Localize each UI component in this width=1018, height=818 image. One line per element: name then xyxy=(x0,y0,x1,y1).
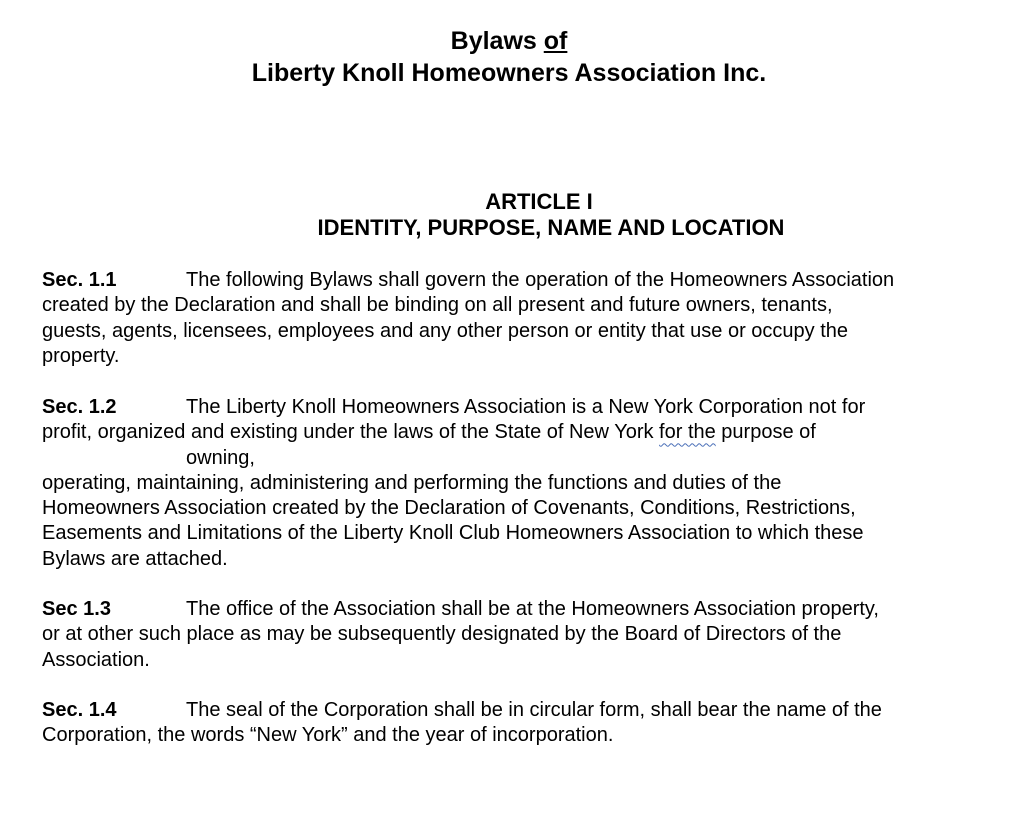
section-label: Sec. 1.1 xyxy=(42,269,117,291)
section-1-2 xyxy=(42,395,977,572)
section-line xyxy=(42,698,977,723)
section-1-3 xyxy=(42,597,977,673)
title-underlined-word: of xyxy=(543,27,568,55)
article-number: ARTICLE I xyxy=(485,189,593,214)
section-line: Bylaws are attached. xyxy=(42,547,228,570)
section-line: Association. xyxy=(42,648,150,671)
title-prefix: Bylaws xyxy=(450,27,544,55)
article-heading: IDENTITY, PURPOSE, NAME AND LOCATION xyxy=(317,215,785,240)
section-text: The seal of the Corporation shall be in circular form, shall bear the name of the xyxy=(186,699,882,721)
section-line: Homeowners Association created by the Declaration of Covenants, Conditions, Restrictions, xyxy=(42,497,856,520)
section-line: Corporation, the words “New York” and the year of incorporation. xyxy=(42,724,614,747)
section-label: Sec. 1.4 xyxy=(42,699,117,721)
document-title-line-1 xyxy=(0,26,1018,57)
section-line xyxy=(42,420,977,445)
section-line: owning, xyxy=(186,446,255,469)
section-text: The following Bylaws shall govern the operation of the Homeowners Association xyxy=(186,269,895,291)
section-text: profit, organized and existing under the laws of the State of New York xyxy=(42,421,660,444)
section-line xyxy=(42,395,977,420)
section-text: purpose of xyxy=(715,421,816,444)
section-line: or at other such place as may be subsequently designated by the Board of Directors of the xyxy=(42,623,842,646)
section-1-4 xyxy=(42,698,977,749)
section-label: Sec 1.3 xyxy=(42,598,111,620)
section-label: Sec. 1.2 xyxy=(42,396,117,418)
section-line: property. xyxy=(42,344,120,367)
section-line xyxy=(42,268,977,293)
section-line: guests, agents, licensees, employees and any other person or entity that use or occupy the xyxy=(42,319,849,342)
section-line: operating, maintaining, administering and performing the functions and duties of the xyxy=(42,471,782,494)
grammar-flagged-text[interactable]: for the xyxy=(659,421,716,444)
section-text: The office of the Association shall be at the Homeowners Association property, xyxy=(186,598,879,620)
section-line xyxy=(42,597,977,622)
document-title-line-2: Liberty Knoll Homeowners Association Inc. xyxy=(251,59,767,87)
section-line: created by the Declaration and shall be binding on all present and future owners, tenants, xyxy=(42,294,833,317)
section-line: Easements and Limitations of the Liberty Knoll Club Homeowners Association to which these xyxy=(42,522,864,545)
section-text: The Liberty Knoll Homeowners Association is a New York Corporation not for xyxy=(186,396,866,418)
section-1-1 xyxy=(42,268,977,369)
